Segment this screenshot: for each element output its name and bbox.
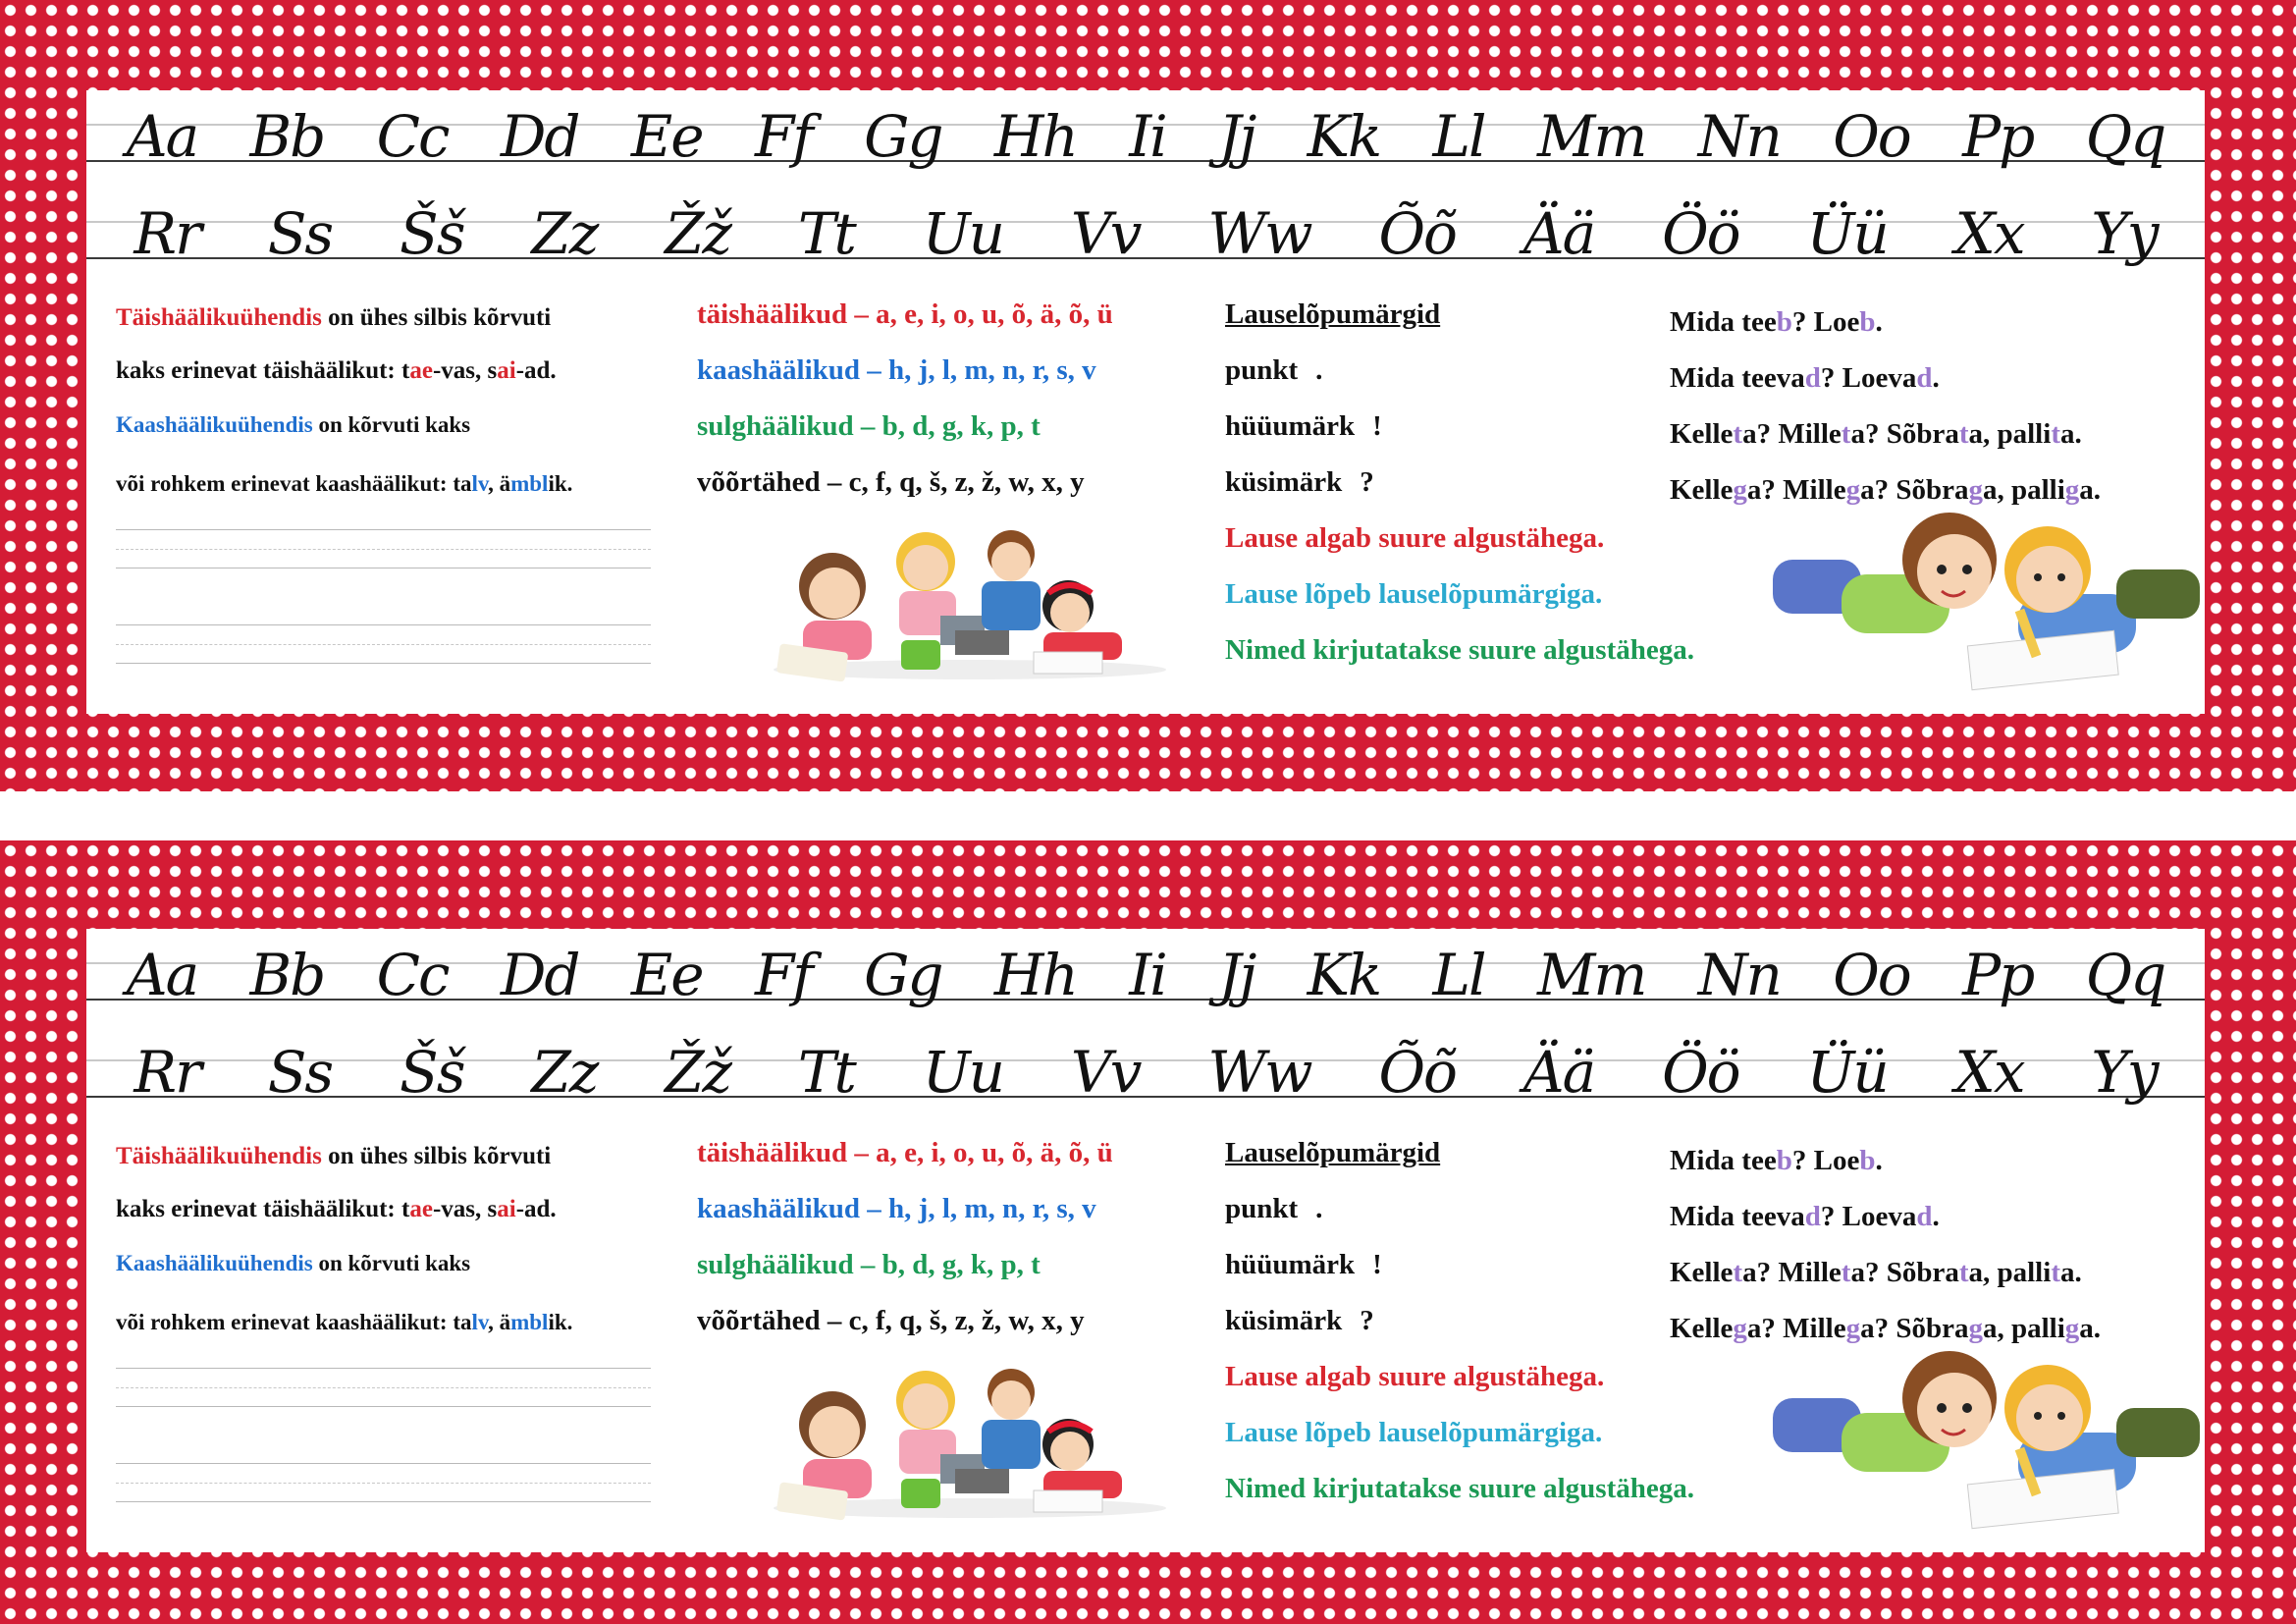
example-line: Kellega? Millega? Sõbraga, palliga. (1670, 1313, 2102, 1344)
alphabet-letter: Ee (630, 103, 703, 170)
alphabet-row-2 (86, 1026, 2205, 1116)
alphabet-letter: Žž (665, 200, 730, 267)
alphabet-letter: Gg (864, 942, 942, 1008)
diphthong-info (116, 1130, 666, 1334)
alphabet-row-2 (86, 188, 2205, 278)
consonant-cluster-line: Kaashäälikuühendis on kõrvuti kaks (116, 1251, 471, 1275)
alphabet-letter: Hh (993, 942, 1077, 1008)
alphabet-letter: Vv (1070, 1039, 1141, 1106)
alphabet-letter: Ll (1432, 103, 1485, 170)
alphabet-letter: Bb (249, 942, 325, 1008)
example-line: Kelleta? Milleta? Sõbrata, pallita. (1670, 418, 2082, 450)
alphabet-letter: Öö (1662, 200, 1739, 267)
example-line: Mida teeb? Loeb. (1670, 1145, 1883, 1176)
consonant-cluster-example: või rohkem erinevat kaashäälikut: talv, ämblik. (116, 471, 573, 496)
example-line: Kellega? Millega? Sõbraga, palliga. (1670, 474, 2102, 506)
rule-names-capital: Nimed kirjutatakse suure algustähega. (1225, 634, 1694, 666)
punctuation-title: Lauselõpumärgid (1225, 298, 1441, 330)
alphabet-letter: Ff (754, 942, 812, 1008)
alphabet-letter: Uu (922, 200, 1003, 267)
alphabet-letter: Oo (1833, 103, 1910, 170)
punctuation-item: küsimärk ? (1225, 466, 1374, 498)
example-line: Mida teevad? Loevad. (1670, 362, 1940, 394)
punctuation-item: küsimärk ? (1225, 1305, 1374, 1336)
stops-line: sulghäälikud – b, d, g, k, p, t (697, 410, 1041, 442)
children-reading-illustration (754, 1361, 1186, 1523)
polka-dot-strip (0, 0, 2296, 791)
alphabet-letter: Jj (1218, 103, 1255, 170)
alphabet-letter: Tt (797, 1039, 855, 1106)
alphabet-letter: Pp (1962, 103, 2034, 170)
punctuation-item: punkt . (1225, 1193, 1323, 1224)
stops-line: sulghäälikud – b, d, g, k, p, t (697, 1249, 1041, 1280)
example-line: Mida teevad? Loevad. (1670, 1201, 1940, 1232)
alphabet-letter: Mm (1536, 942, 1646, 1008)
alphabet-letter: Zz (531, 1039, 598, 1106)
alphabet-letter: Žž (665, 1039, 730, 1106)
alphabet-letter: Šš (400, 200, 464, 267)
consonants-line: kaashäälikud – h, j, l, m, n, r, s, v (697, 1193, 1096, 1224)
ending-examples (1670, 306, 2101, 530)
alphabet-letter: Uu (922, 1039, 1003, 1106)
alphabet-letter: Tt (797, 200, 855, 267)
alphabet-letter: Mm (1536, 103, 1646, 170)
alphabet-letter: Aa (126, 942, 198, 1008)
kids-writing-illustration (1773, 501, 2205, 697)
alphabet-letter: Pp (1962, 942, 2034, 1008)
alphabet-letter: Rr (133, 1039, 200, 1106)
example-line: Mida teeb? Loeb. (1670, 306, 1883, 338)
rule-punctuation-end: Lause lõpeb lauselõpumärgiga. (1225, 578, 1603, 610)
punctuation-section (1225, 1137, 1694, 1529)
alphabet-letter: Vv (1070, 200, 1141, 267)
polka-dot-strip (0, 840, 2296, 1624)
consonant-cluster-example: või rohkem erinevat kaashäälikut: talv, ämblik. (116, 1310, 573, 1334)
kids-writing-illustration (1773, 1339, 2205, 1536)
alphabet-letter: Rr (133, 200, 200, 267)
alphabet-letter: Nn (1697, 103, 1781, 170)
alphabet-letter: Dd (500, 103, 579, 170)
consonants-line: kaashäälikud – h, j, l, m, n, r, s, v (697, 354, 1096, 386)
alphabet-letter: Üü (1806, 200, 1888, 267)
vowel-cluster-line: Täishäälikuühendis on ühes silbis kõrvuti (116, 304, 552, 331)
alphabet-letter: Ää (1522, 1039, 1595, 1106)
alphabet-letter: Dd (500, 942, 579, 1008)
alphabet-letter: Xx (1954, 1039, 2024, 1106)
alphabet-letter: Õõ (1378, 1039, 1456, 1106)
consonant-cluster-line: Kaashäälikuühendis on kõrvuti kaks (116, 412, 471, 437)
alphabet-letter: Zz (531, 200, 598, 267)
children-reading-illustration (754, 522, 1186, 684)
alphabet-letter: Ss (267, 1039, 333, 1106)
rule-capital-start: Lause algab suure algustähega. (1225, 522, 1605, 554)
alphabet-letter: Jj (1218, 942, 1255, 1008)
alphabet-letter: Yy (2091, 200, 2158, 267)
vowels-line: täishäälikud – a, e, i, o, u, õ, ä, õ, ü (697, 1137, 1113, 1168)
alphabet-letter: Cc (376, 103, 449, 170)
alphabet-letter: Õõ (1378, 200, 1456, 267)
alphabet-letter: Ww (1207, 1039, 1311, 1106)
alphabet-row-1 (86, 90, 2205, 181)
reference-card (86, 90, 2205, 714)
alphabet-letter: Cc (376, 942, 449, 1008)
vowels-line: täishäälikud – a, e, i, o, u, õ, ä, õ, ü (697, 298, 1113, 330)
alphabet-letter: Bb (249, 103, 325, 170)
foreign-letters-line: võõrtähed – c, f, q, š, z, ž, w, x, y (697, 466, 1085, 498)
punctuation-title: Lauselõpumärgid (1225, 1137, 1441, 1168)
foreign-letters-line: võõrtähed – c, f, q, š, z, ž, w, x, y (697, 1305, 1085, 1336)
punctuation-item: punkt . (1225, 354, 1323, 386)
alphabet-letter: Ww (1207, 200, 1311, 267)
alphabet-letter: Šš (400, 1039, 464, 1106)
reference-card (86, 929, 2205, 1552)
alphabet-letter: Kk (1307, 103, 1381, 170)
punctuation-section (1225, 298, 1694, 690)
punctuation-item: hüüumärk ! (1225, 410, 1382, 442)
alphabet-letter: Nn (1697, 942, 1781, 1008)
rule-names-capital: Nimed kirjutatakse suure algustähega. (1225, 1473, 1694, 1504)
alphabet-letter: Ee (630, 942, 703, 1008)
alphabet-letter: Gg (864, 103, 942, 170)
alphabet-letter: Öö (1662, 1039, 1739, 1106)
alphabet-letter: Xx (1954, 200, 2024, 267)
alphabet-letter: Qq (2085, 942, 2165, 1008)
alphabet-letter: Qq (2085, 103, 2165, 170)
rule-capital-start: Lause algab suure algustähega. (1225, 1361, 1605, 1392)
alphabet-letter: Ii (1129, 942, 1166, 1008)
alphabet-letter: Kk (1307, 942, 1381, 1008)
alphabet-letter: Ss (267, 200, 333, 267)
alphabet-letter: Oo (1833, 942, 1910, 1008)
alphabet-letter: Ää (1522, 200, 1595, 267)
punctuation-item: hüüumärk ! (1225, 1249, 1382, 1280)
alphabet-letter: Yy (2091, 1039, 2158, 1106)
ending-examples (1670, 1145, 2101, 1369)
alphabet-letter: Ff (754, 103, 812, 170)
vowel-cluster-line: Täishäälikuühendis on ühes silbis kõrvuti (116, 1143, 552, 1169)
rule-punctuation-end: Lause lõpeb lauselõpumärgiga. (1225, 1417, 1603, 1448)
alphabet-letter: Üü (1806, 1039, 1888, 1106)
alphabet-letter: Hh (993, 103, 1077, 170)
vowel-cluster-example: kaks erinevat täishäälikut: tae-vas, sai-ad. (116, 357, 557, 384)
diphthong-info (116, 292, 666, 496)
alphabet-row-1 (86, 929, 2205, 1019)
letter-groups (697, 1137, 1113, 1361)
alphabet-letter: Ii (1129, 103, 1166, 170)
example-line: Kelleta? Milleta? Sõbrata, pallita. (1670, 1257, 2082, 1288)
letter-groups (697, 298, 1113, 522)
alphabet-letter: Aa (126, 103, 198, 170)
vowel-cluster-example: kaks erinevat täishäälikut: tae-vas, sai-ad. (116, 1196, 557, 1222)
alphabet-letter: Ll (1432, 942, 1485, 1008)
